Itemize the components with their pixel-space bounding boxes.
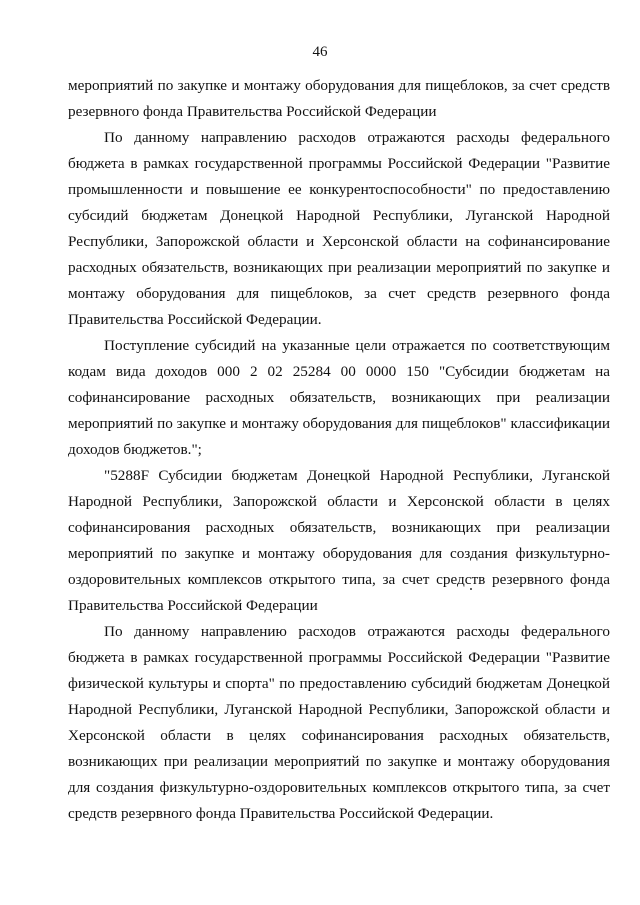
page-number: 46 [312, 44, 328, 60]
paragraph-income-codes: Поступление субсидий на указанные цели отражается по соответствующим кодам вида доходов 000 2 02 25284 00 0000 150 "Субсидии бюджетам на софинансирование расходных обязательств, возникающих при реализации мероприятий по закупке и монтажу оборудования для пищеблоков" классификации доходов бюджетов."; [68, 337, 610, 458]
document-body [68, 73, 610, 827]
paragraph-expense-direction-industry: По данному направлению расходов отражаются расходы федерального бюджета в рамках государственной программы Российской Федерации "Развитие промышленности и повышение ее конкурентоспособности" по предоставлению субсидий бюджетам Донецкой Народной Республики, Луганской Народной Республики, Запорожской области и Херсонской области на софинансирование расходных обязательств, возникающих при реализации мероприятий по закупке и монтажу оборудования для пищеблоков, за счет средств резервного фонда Правительства Российской Федерации. [68, 129, 610, 328]
paragraph-code-5288f-heading: "5288F Субсидии бюджетам Донецкой Народной Республики, Луганской Народной Республики, Запорожской области и Херсонской области в целях софинансирования расходных обязательств, возникающих при реализации мероприятий по закупке и монтажу оборудования для создания физкультурно-оздоровительных комплексов открытого типа, за счет средств резервного фонда Правительства Российской Федерации [68, 467, 610, 614]
scan-speck [470, 588, 472, 590]
paragraph-continuation: мероприятий по закупке и монтажу оборудования для пищеблоков, за счет средств резервного фонда Правительства Российской Федерации [68, 77, 610, 120]
paragraph-expense-direction-sport: По данному направлению расходов отражаются расходы федерального бюджета в рамках государственной программы Российской Федерации "Развитие физической культуры и спорта" по предоставлению субсидий бюджетам Донецкой Народной Республики, Луганской Народной Республики, Запорожской области и Херсонской области в целях софинансирования расходных обязательств, возникающих при реализации мероприятий по закупке и монтажу оборудования для создания физкультурно-оздоровительных комплексов открытого типа, за счет средств резервного фонда Правительства Российской Федерации. [68, 623, 610, 822]
